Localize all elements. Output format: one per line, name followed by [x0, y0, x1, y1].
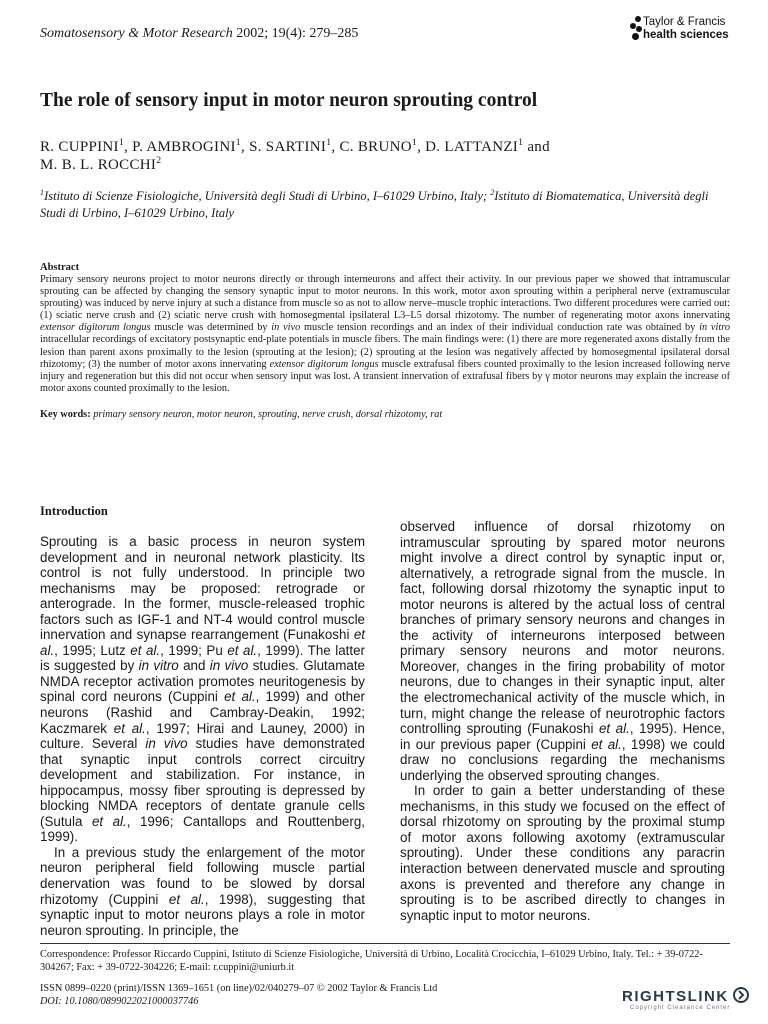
publisher-name: Taylor & Francis — [643, 16, 726, 28]
paper-title: The role of sensory input in motor neuron sprouting control — [40, 90, 538, 111]
rightslink-label: RIGHTSLINK — [622, 988, 729, 1005]
paragraph: In order to gain a better understanding of these mechanisms, in this study we focused on the effect of dorsal rhizotomy on sprouting by the proximal stump of motor axons following axotomy (extramuscular sprouting). Under these conditions any paracrin interaction between denervated muscle and sprouting axons is prevented and therefore any change in sprouting is to be ascribed directly to changes in synaptic input to motor neurons. — [400, 783, 725, 923]
journal-year: 2002; — [236, 26, 269, 41]
issn-line: ISSN 0899–0220 (print)/ISSN 1369–1651 (on line)/02/040279–07 © 2002 Taylor & Francis Ltd — [40, 983, 438, 994]
keywords-text: primary sensory neuron, motor neuron, sprouting, nerve crush, dorsal rhizotomy, rat — [93, 409, 443, 420]
affiliations: $^1$Istituto di Scienze Fisiologiche, Università degli Studi di Urbino, I–61029 Urbino, Italy; $^2$Istituto di Biomatematica, Università degli Studi di Urbino, I–61029 Urbino, Italy — [40, 187, 709, 220]
paragraph: observed influence of dorsal rhizotomy on intramuscular sprouting by spared motor neurons might involve a direct control by synaptic input or, alternatively, a retrograde signal from the muscle. In fact, following dorsal rhizotomy the synaptic input to motor neurons is altered by the actual loss of central branches of primary sensory neurons and changes in the activity of interneurons interposed between primary sensory neurons and motor neurons. Moreover, changes in the firing probability of motor neurons, due to changes in their synaptic input, alter the electromechanical activity of the muscle which, in turn, might change the release of neurotrophic factors controlling sprouting (Funakoshi et al., 1995). Hence, in our previous paper (Cuppini et al., 1998) we could draw no conclusions regarding the mechanisms underlying the observed sprouting changes. — [400, 519, 725, 783]
footnote-rule — [40, 943, 730, 944]
publisher-dots-icon — [630, 16, 644, 42]
section-heading-introduction: Introduction — [40, 504, 108, 518]
keywords-label: Key words: — [40, 409, 91, 420]
abstract-text: Primary sensory neurons project to motor neurons directly or through interneurons and affect their activity. In our previous paper we showed that intramuscular sprouting can be affected by changing the sensory synaptic input to motor neurons. In this work, motor axon sprouting within a peripheral nerve (extramuscular sprouting) was induced by nerve injury at such a distance from muscle so as not to allow nerve–muscle trophic interactions. Two different procedures were carried out: (1) sciatic nerve crush and (2) sciatic nerve crush with homosegmental ipsilateral L3–L5 dorsal rhizotomy. The number of regenerating motor axons innervating extensor digitorum longus muscle was determined by in vivo muscle tension recordings and an index of their individual conduction rate was obtained by in vitro intracellular recordings of excitatory postsynaptic end-plate potentials in muscle fibers. The main findings were: (1) there are more regenerated axons distally from the lesion than parent axons proximally to the lesion (sprouting at the lesion); (2) sprouting at the lesion was negatively affected by homosegmental ipsilateral dorsal rhizotomy; (3) the number of motor axons innervating extensor digitorum longus muscle extrafusal fibers counted proximally to the lesion increased following nerve injury and regeneration but this did not occur when sensory input was lost. A transient innervation of extrafusal fibers by γ motor neurons may explain the increase of motor axons counted proximally to the lesion. — [40, 274, 730, 394]
keywords — [40, 409, 730, 420]
abstract-heading: Abstract — [40, 262, 80, 273]
journal-volume: 19(4): 279–285 — [271, 26, 359, 41]
publisher-division: health sciences — [643, 29, 729, 41]
rightslink-arrow-icon — [733, 987, 749, 1003]
journal-name: Somatosensory & Motor Research — [40, 26, 233, 41]
paragraph: Sprouting is a basic process in neuron system development and in neuronal network plasticity. Its control is not fully understood. In principle two mechanisms may be proposed: retrograde or anterograde. In the former, muscle-released trophic factors such as IGF-1 and NT-4 would control muscle innervation and synapse rearrangement (Funakoshi et al., 1995; Lutz et al., 1999; Pu et al., 1999). The latter is suggested by in vitro and in vivo studies. Glutamate NMDA receptor activation promotes neuritogenesis by spinal cord neurons (Cuppini et al., 1999) and other neurons (Rashid and Cambray-Deakin, 1992; Kaczmarek et al., 1997; Hirai and Launey, 2000) in culture. Several in vivo studies have demonstrated that synaptic input controls correct circuitry development and stabilization. For instance, in hippocampus, mossy fiber sprouting is depressed by blocking NMDA receptors of dentate granule cells (Sutula et al., 1996; Cantallops and Routtenberg, 1999). — [40, 534, 366, 845]
doi-line: DOI: 10.1080/0899022021000037746 — [40, 996, 199, 1007]
author-list: R. CUPPINI$^1$, P. AMBROGINI$^1$, S. SARTINI$^1$, C. BRUNO$^1$, D. LATTANZI$^1$ and M. B. L. ROCCHI$^2$ — [40, 137, 550, 173]
publisher-logo — [630, 16, 760, 44]
rightslink-logo — [622, 984, 762, 1014]
body-column-right — [400, 519, 725, 923]
running-head — [40, 26, 358, 42]
paragraph: In a previous study the enlargement of the motor neuron peripheral field following muscle partial denervation was found to be slowed by dorsal rhizotomy (Cuppini et al., 1998), suggesting that synaptic input to motor neurons plays a role in motor neuron sprouting. In principle, the — [40, 844, 365, 938]
correspondence-note: Correspondence: Professor Riccardo Cuppini, Istituto di Scienze Fisiologiche, Università di Urbino, Località Crocicchia, I–61029 Urbino, Italy. Tel.: + 39-0722-304267; Fax: + 39-0722-304226; E-mail: r.cuppini@uniurb.it — [40, 949, 703, 973]
rightslink-subtitle: Copyright Clearance Center — [630, 1005, 731, 1011]
body-column-left — [40, 534, 365, 938]
